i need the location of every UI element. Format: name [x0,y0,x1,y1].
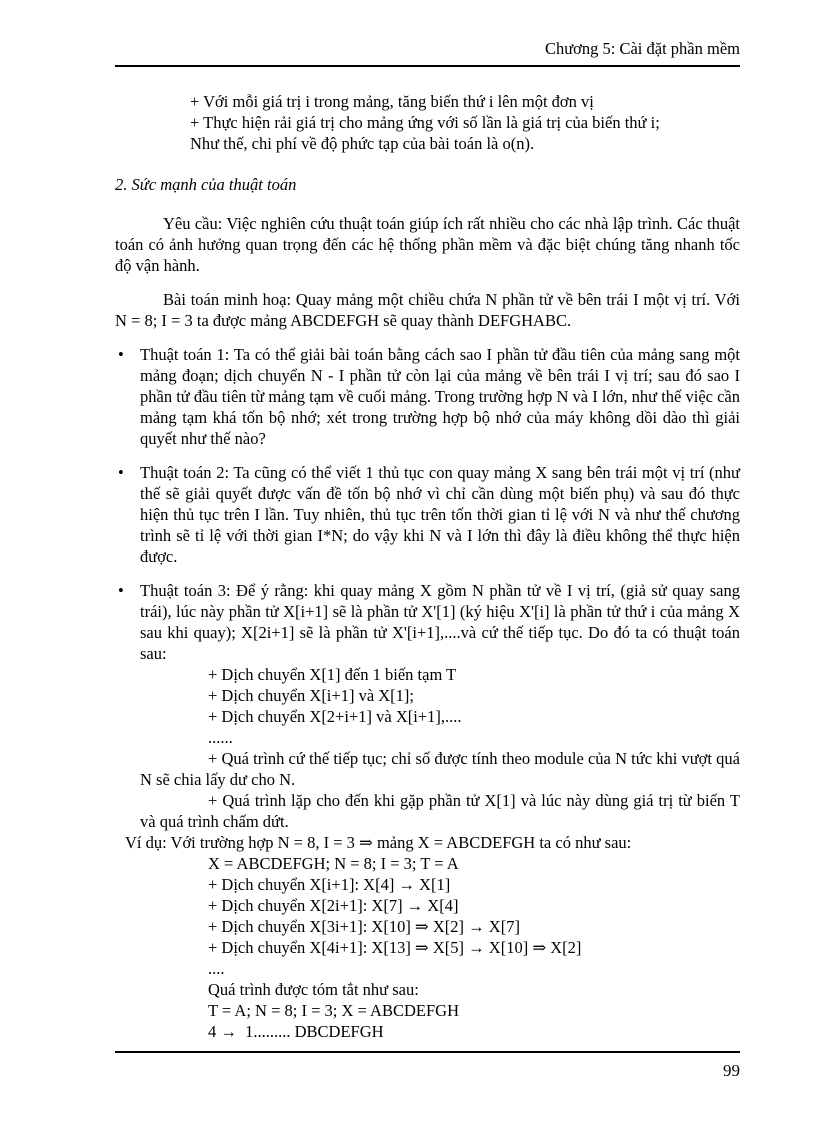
bullet-item-algorithm-2 [115,462,740,567]
example-line: T = A; N = 8; I = 3; X = ABCDEFGH [208,1001,459,1020]
step-line: + Dịch chuyển X[2+i+1] và X[i+1],.... [208,707,462,726]
intro-line: + Thực hiện rải giá trị cho mảng ứng với số lần là giá trị của biến thứ i; [190,113,660,132]
step-line: ...... [208,728,233,747]
example-line: + Dịch chuyển X[i+1]: X[4] → X[1] [208,875,451,894]
footer-rule [115,1051,740,1053]
bullet-item-algorithm-1 [115,344,740,449]
page-number: 99 [723,1061,740,1080]
example-line: + Dịch chuyển X[4i+1]: X[13] ⇒ X[5] → X[10] ⇒ X[2] [208,938,582,957]
bullet-icon: • [118,345,124,364]
section-heading: 2. Sức mạnh của thuật toán [115,175,297,194]
algorithm-3-steps [140,664,740,832]
bullet-text: Thuật toán 2: Ta cũng có thể viết 1 thủ tục con quay mảng X sang bên trái một vị trí (như thế sẽ giải quyết được vấn đề tốn bộ nhớ vì chỉ cần dùng một biến phụ) và sau đó thực hiện thủ tục trên I lần. Tuy nhiên, thủ tục trên tốn thời gian tỉ lệ với N và như thế chương trình sẽ tỉ lệ với thời gian I*N; do vậy khi N và I lớn thì đây là điều không thể thực hiện được. [140,463,740,566]
intro-line: Như thế, chi phí về độ phức tạp của bài toán là o(n). [190,134,535,153]
example-line: + Dịch chuyển X[2i+1]: X[7] → X[4] [208,896,459,915]
step-line: + Dịch chuyển X[i+1] và X[1]; [208,686,415,705]
example-line: 4 → 1......... DBCDEFGH [208,1022,384,1041]
example-line: Quá trình được tóm tắt như sau: [208,980,419,999]
page-footer [115,1051,740,1081]
chapter-running-head: Chương 5: Cài đặt phần mềm [544,39,740,58]
bullet-item-algorithm-3 [115,580,740,664]
page-content [115,38,740,1042]
example-intro: Ví dụ: Với trường hợp N = 8, I = 3 ⇒ mảng X = ABCDEFGH ta có như sau: [125,833,632,852]
bullet-icon: • [118,463,124,482]
body-text [115,91,740,1042]
step-line: + Quá trình cứ thế tiếp tục; chỉ số được tính theo module của N tức khi vượt quá N sẽ chia lấy dư cho N. [140,749,740,789]
example-line: X = ABCDEFGH; N = 8; I = 3; T = A [208,854,459,873]
step-line: + Dịch chuyển X[1] đến 1 biến tạm T [208,665,457,684]
step-line: + Quá trình lặp cho đến khi gặp phần tử X[1] và lúc này dùng giá trị từ biến T và quá trình chấm dứt. [140,791,740,831]
header-rule [115,65,740,67]
paragraph-example-problem: Bài toán minh hoạ: Quay mảng một chiều chứa N phần tử về bên trái I một vị trí. Với N = 8; I = 3 ta được mảng ABCDEFGH sẽ quay thành DEFGHABC. [115,290,740,330]
bullet-text: Thuật toán 3: Để ý rằng: khi quay mảng X gồm N phần tử về I vị trí, (giả sử quay sang trái), lúc này phần tử X[i+1] sẽ là phần tử X'[1] (ký hiệu X'[i] là phần tử thứ i của mảng X sau khi quay); X[2i+1] sẽ là phần tử X'[i+1],....và cứ thế tiếp tục. Do đó ta có thuật toán sau: [140,581,740,663]
bullet-text: Thuật toán 1: Ta có thể giải bài toán bằng cách sao I phần tử đầu tiên của mảng sang một mảng đoạn; dịch chuyển N - I phần tử còn lại của mảng về bên trái I vị trí; sau đó sao I phần tử đầu tiên từ mảng tạm về cuối mảng. Trong trường hợp N và I lớn, như thế việc cần mảng tạm khá tốn bộ nhớ; xét trong trường hợp bộ nhớ của máy không dồi dào thì giải quyết như thế nào? [140,345,740,448]
example-line: + Dịch chuyển X[3i+1]: X[10] ⇒ X[2] → X[7] [208,917,520,936]
example-trace [208,853,740,1042]
example-line: .... [208,959,225,978]
paragraph-requirement: Yêu cầu: Việc nghiên cứu thuật toán giúp ích rất nhiều cho các nhà lập trình. Các thuật toán có ảnh hưởng quan trọng đến các hệ thống phần mềm và đặc biệt chúng tăng nhanh tốc độ vận hành. [115,214,740,275]
intro-block [190,91,740,154]
bullet-icon: • [118,581,124,600]
intro-line: + Với mỗi giá trị i trong mảng, tăng biến thứ i lên một đơn vị [190,92,594,111]
